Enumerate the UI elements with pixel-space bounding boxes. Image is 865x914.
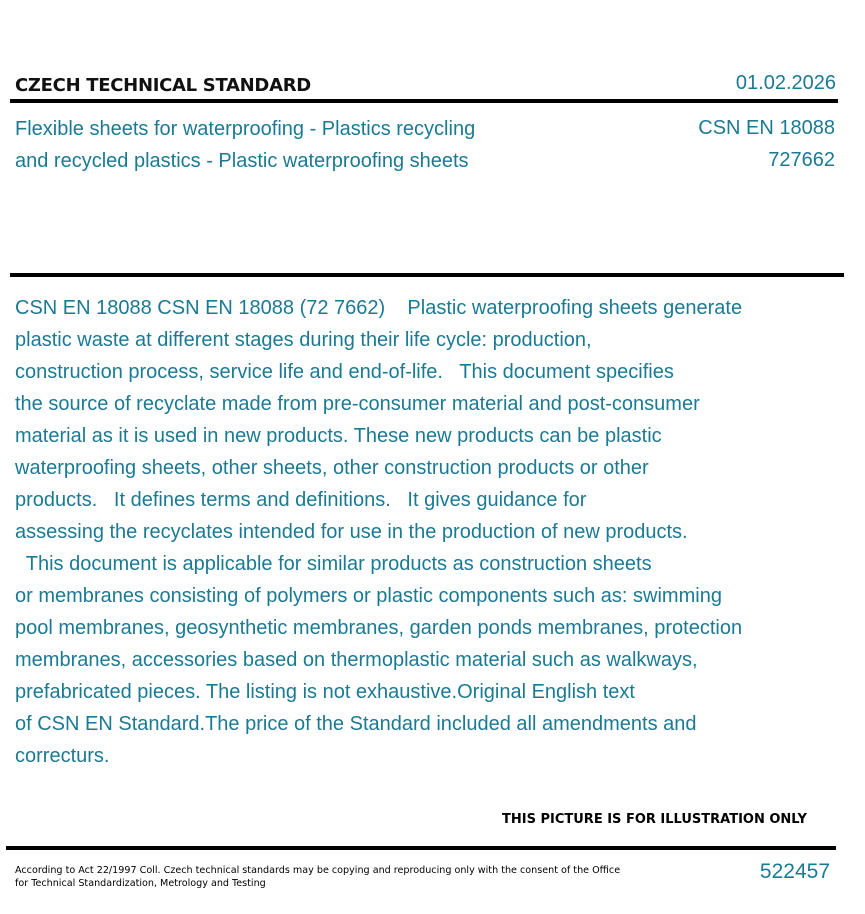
abstract-line: prefabricated pieces. The listing is not exhaustive.Original English text bbox=[15, 681, 635, 703]
document-date: 01.02.2026 bbox=[735, 72, 836, 94]
abstract-line: material as it is used in new products. These new products can be plastic bbox=[15, 425, 662, 447]
abstract-line: or membranes consisting of polymers or plastic components such as: swimming bbox=[15, 585, 722, 607]
standard-code: CSN EN 18088 bbox=[698, 117, 835, 139]
legal-notice-line-1: According to Act 22/1997 Coll. Czech technical standards may be copying and reproducing only with the consent of the Office bbox=[15, 865, 621, 876]
legal-notice-line-2: for Technical Standardization, Metrology and Testing bbox=[15, 878, 266, 889]
standard-title-line-2: and recycled plastics - Plastic waterproofing sheets bbox=[15, 150, 469, 172]
abstract-line: plastic waste at different stages during their life cycle: production, bbox=[15, 329, 592, 351]
abstract-text bbox=[15, 292, 742, 772]
document-header-title: CZECH TECHNICAL STANDARD bbox=[15, 75, 311, 96]
abstract-line: construction process, service life and end-of-life. This document specifies bbox=[15, 361, 674, 383]
footer-divider bbox=[6, 846, 836, 850]
standard-title-line-1: Flexible sheets for waterproofing - Plastics recycling bbox=[15, 118, 476, 140]
abstract-line: This document is applicable for similar products as construction sheets bbox=[15, 553, 652, 575]
header-divider bbox=[10, 99, 838, 103]
abstract-line: pool membranes, geosynthetic membranes, garden ponds membranes, protection bbox=[15, 617, 743, 639]
section-divider bbox=[10, 273, 844, 277]
abstract-line: of CSN EN Standard.The price of the Standard included all amendments and bbox=[15, 713, 697, 735]
abstract-line: CSN EN 18088 CSN EN 18088 (72 7662) Plastic waterproofing sheets generate bbox=[15, 297, 743, 319]
standard-class-number: 727662 bbox=[768, 149, 835, 171]
abstract-line: the source of recyclate made from pre-consumer material and post-consumer bbox=[15, 393, 700, 415]
abstract-line: products. It defines terms and definitions. It gives guidance for bbox=[15, 489, 587, 511]
illustration-notice: THIS PICTURE IS FOR ILLUSTRATION ONLY bbox=[502, 812, 807, 827]
document-id: 522457 bbox=[759, 860, 830, 883]
abstract-line: assessing the recyclates intended for use in the production of new products. bbox=[15, 521, 688, 543]
abstract-line: waterproofing sheets, other sheets, other construction products or other bbox=[15, 457, 649, 479]
legal-notice bbox=[15, 864, 620, 890]
abstract-line: correcturs. bbox=[15, 745, 110, 767]
abstract-line: membranes, accessories based on thermoplastic material such as walkways, bbox=[15, 649, 698, 671]
